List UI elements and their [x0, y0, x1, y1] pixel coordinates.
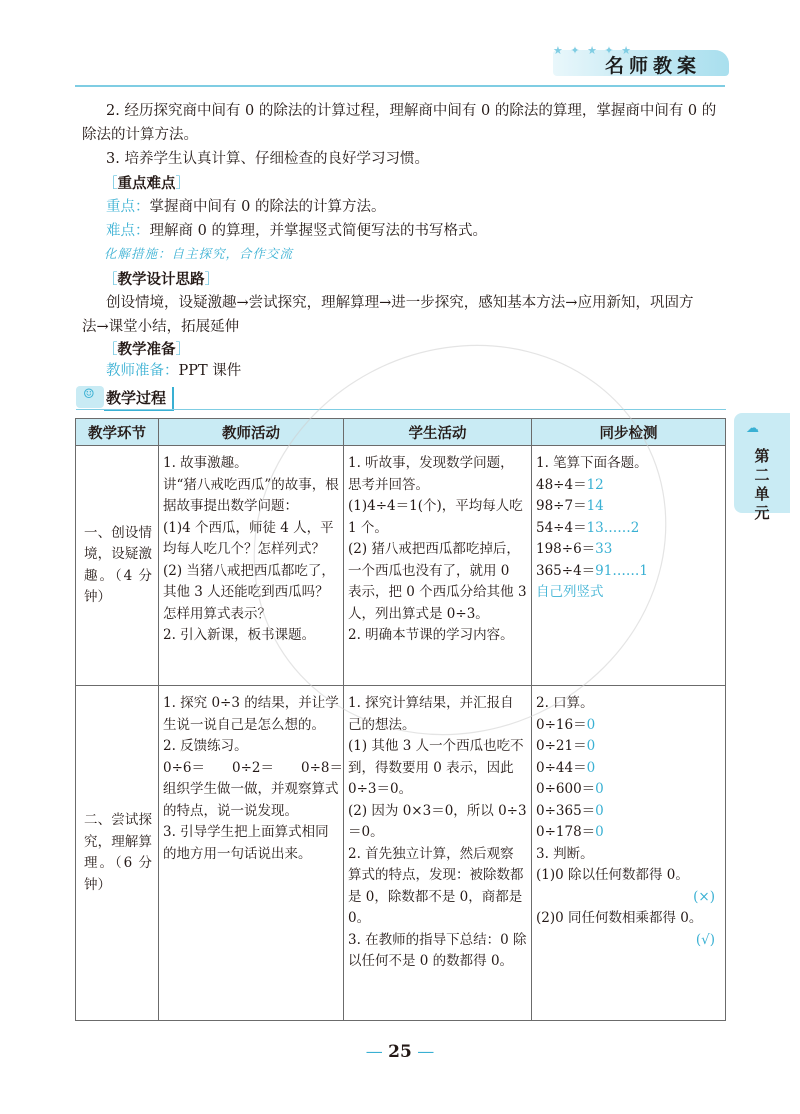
prep-label: 教师准备： [106, 363, 179, 379]
design-line1: 创设情境，设疑激趣→尝试探究，理解算理→进一步探究，感知基本方法→应用新知，巩固方 [106, 295, 694, 311]
header-student: 学生活动 [344, 419, 532, 446]
row2-student-line: (2) 因为 0×3＝0，所以 0÷3＝0。 [348, 802, 527, 840]
check-item: 0÷365＝0 [536, 802, 604, 819]
check-item: 54÷4＝13……2 [536, 519, 640, 536]
header-rule [75, 85, 725, 87]
row1-check-note: 自己列竖式 [536, 584, 604, 600]
prep-line [82, 360, 722, 383]
judge-2-question: (2)0 同任何数相乘都得 0。 [536, 910, 703, 926]
prep-heading: ［教学准备］ [103, 341, 190, 358]
process-badge [76, 386, 104, 408]
unit-label: 第二单元 [754, 447, 770, 522]
row2-student-line: (1) 其他 3 人一个西瓜也吃不到，得数要用 0 表示，因此0÷3＝0。 [348, 738, 524, 797]
row1-student-line: 2. 明确本节课的学习内容。 [348, 627, 514, 643]
banner-title: 名师教案 [605, 55, 702, 77]
process-heading-text: 教学过程 [104, 387, 174, 411]
design-line2: 法→课堂小结，拓展延伸 [82, 319, 240, 335]
row1-teacher-line: (1)4 个西瓜，师徒 4 人，平均每人吃几个？怎样列式？ [163, 519, 334, 557]
row1-check-title: 1. 笔算下面各题。 [536, 455, 648, 471]
row1-teacher [159, 446, 344, 686]
page-number: — 25 — [365, 1042, 435, 1062]
prep-heading-text: 教学准备 [117, 341, 176, 358]
judge-1-answer: (×) [693, 888, 715, 905]
cloud-icon: ☁ [746, 421, 759, 436]
prep-text: PPT 课件 [178, 363, 242, 379]
row2-teacher-line: 2. 反馈练习。 [163, 738, 248, 754]
row2-teacher-line: 组织学生做一做，并观察算式的特点，说一说发现。 [163, 781, 339, 819]
strategy-note: 化解措施：自主探究，合作交流 [104, 246, 294, 261]
row1-teacher-line: 讲“猪八戒吃西瓜”的故事，根据故事提出数学问题： [163, 476, 339, 514]
check-item: 0÷44＝0 [536, 759, 596, 776]
design-heading: ［教学设计思路］ [103, 271, 219, 288]
check-item: 365÷4＝91……1 [536, 562, 648, 579]
check-item: 0÷16＝0 [536, 716, 596, 733]
table-row [76, 686, 726, 1021]
row1-teacher-line: 1. 故事激趣。 [163, 455, 248, 471]
page-number-value: 25 [388, 1042, 412, 1062]
row1-student-line: (2) 猪八戒把西瓜都吃掉后，一个西瓜也没有了，就用 0 表示，把 0 个西瓜分给其他 3 人，列出算式是 0÷3。 [348, 541, 527, 622]
judge-2-answer: (√) [695, 931, 715, 948]
key-points-heading: ［重点难点］ [103, 175, 190, 192]
process-rule [76, 409, 726, 410]
difficulty-line [82, 220, 722, 243]
difficulty-text: 理解商 0 的算理，并掌握竖式简便写法的书写格式。 [149, 223, 487, 239]
row2-check [532, 686, 726, 1021]
difficulty-label: 难点： [106, 223, 150, 239]
table-header-row [76, 419, 726, 446]
objective-2-line1: 2. 经历探究商中间有 0 的除法的计算过程，理解商中间有 0 的除法的算理，掌握商中间有 0 的 [106, 103, 717, 119]
row2-teacher [159, 686, 344, 1021]
objective-2 [82, 100, 722, 123]
row1-student [344, 446, 532, 686]
design-heading-text: 教学设计思路 [117, 271, 205, 288]
check-item: 98÷7＝14 [536, 498, 604, 514]
row1-student-line: (1)4÷4＝1(个)，平均每人吃 1 个。 [348, 498, 523, 536]
row1-teacher-line: (2) 当猪八戒把西瓜都吃了，其他 3 人还能吃到西瓜吗？怎样用算式表示？ [163, 562, 335, 622]
row2-student [344, 686, 532, 1021]
header-banner [553, 44, 729, 80]
row2-check-title: 2. 口算。 [536, 695, 594, 711]
judge-1-question: (1)0 除以任何数都得 0。 [536, 867, 689, 883]
process-heading [76, 386, 191, 408]
check-item: 0÷21＝0 [536, 738, 596, 754]
smiley-icon: ☺ [83, 387, 95, 402]
row2-student-line: 2. 首先独立计算，然后观察算式的特点，发现：被除数都是 0，除数都不是 0，商都是 0。 [348, 845, 524, 926]
objective-2-line2: 除法的计算方法。 [82, 127, 198, 143]
key-points-heading-text: 重点难点 [117, 175, 176, 192]
check-item: 48÷4＝12 [536, 476, 604, 493]
row2-student-line: 3. 在教师的指导下总结：0 除以任何不是 0 的数都得 0。 [348, 931, 527, 969]
check-item: 198÷6＝33 [536, 541, 613, 557]
row1-step: 一、创设情境，设疑激趣。（4 分钟） [76, 446, 159, 686]
judge-title: 3. 判断。 [536, 845, 594, 862]
banner-stars: ★ ✦ ★ ✦ ★ [553, 44, 634, 57]
key-point-line [82, 196, 722, 219]
row1-teacher-line: 2. 引入新课，板书课题。 [163, 627, 316, 643]
row2-teacher-line: 0÷6＝ 0÷2＝ 0÷8＝ [163, 759, 343, 776]
lesson-table [75, 418, 726, 1021]
header-teacher: 教师活动 [159, 419, 344, 446]
header-step: 教学环节 [76, 419, 159, 446]
check-item: 0÷600＝0 [536, 781, 604, 797]
row2-teacher-line: 1. 探究 0÷3 的结果，并让学生说一说自己是怎么想的。 [163, 695, 339, 733]
row1-student-line: 1. 听故事，发现数学问题，思考并回答。 [348, 455, 514, 493]
key-text: 掌握商中间有 0 的除法的计算方法。 [149, 199, 386, 215]
table-row [76, 446, 726, 686]
row2-student-line: 1. 探究计算结果，并汇报自己的想法。 [348, 695, 514, 733]
objective-3: 3. 培养学生认真计算、仔细检查的良好学习习惯。 [106, 151, 429, 167]
check-item: 0÷178＝0 [536, 824, 604, 840]
key-label: 重点： [106, 199, 150, 215]
row1-check [532, 446, 726, 686]
header-check: 同步检测 [532, 419, 726, 446]
unit-side-tab [734, 413, 790, 522]
row2-teacher-line: 3. 引导学生把上面算式相同的地方用一句话说出来。 [163, 824, 329, 862]
row2-step: 二、尝试探究，理解算理。（6 分钟） [76, 686, 159, 1021]
